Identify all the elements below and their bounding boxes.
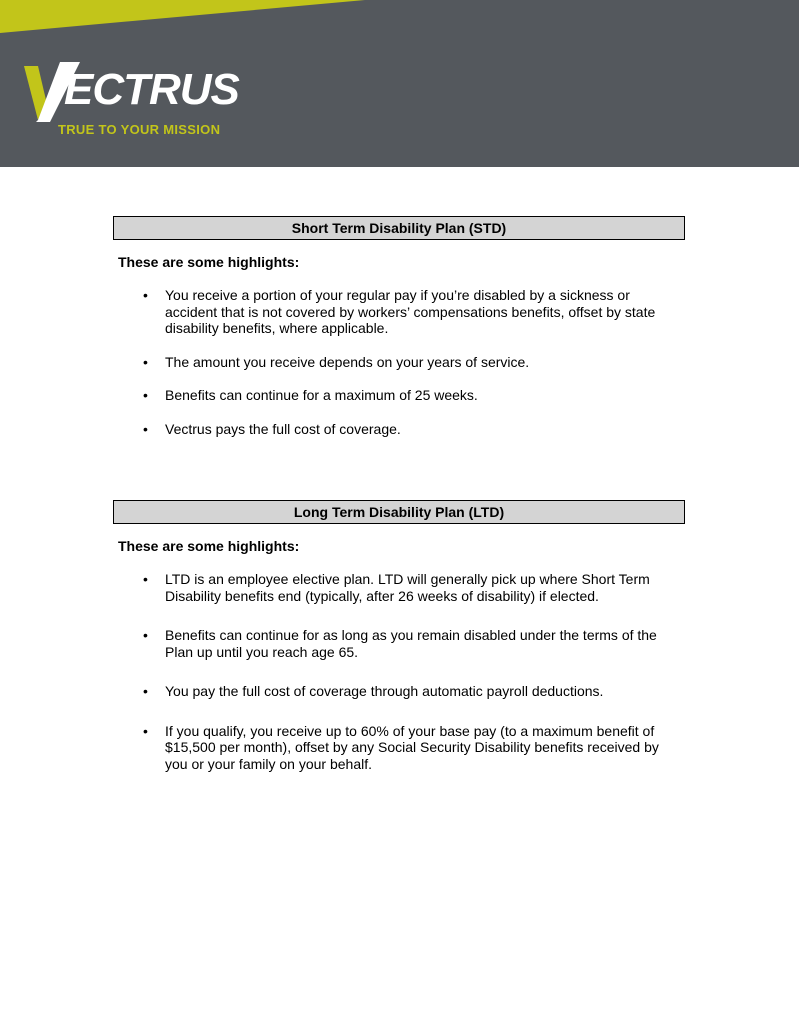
list-item xyxy=(140,683,680,700)
bullet-icon: • xyxy=(143,420,148,437)
page-header xyxy=(0,0,799,167)
std-bullet-list xyxy=(140,287,680,437)
bullet-icon: • xyxy=(143,683,148,699)
bullet-text: LTD is an employee elective plan. LTD will generally pick up where Short Term Disability benefits end (typically, after 26 weeks of disability) if elected. xyxy=(165,571,650,604)
list-item xyxy=(140,421,680,438)
logo-tagline: TRUE TO YOUR MISSION xyxy=(58,122,221,137)
bullet-text: You receive a portion of your regular pay if you’re disabled by a sickness or accident that is not covered by workers’ compensations benefits, offset by state disability benefits, where applicable. xyxy=(165,287,656,336)
bullet-icon: • xyxy=(143,287,148,303)
bullet-text: Benefits can continue for as long as you remain disabled under the terms of the Plan up until you reach age 65. xyxy=(165,627,657,660)
list-item xyxy=(140,723,680,773)
vectrus-logo xyxy=(24,62,254,142)
ltd-intro: These are some highlights: xyxy=(118,538,300,554)
bullet-icon: • xyxy=(143,571,148,587)
bullet-icon: • xyxy=(143,387,148,403)
list-item xyxy=(140,571,680,604)
std-section-title: Short Term Disability Plan (STD) xyxy=(113,216,685,240)
list-item xyxy=(140,387,680,404)
bullet-text: The amount you receive depends on your years of service. xyxy=(165,353,530,370)
bullet-icon: • xyxy=(143,627,148,643)
bullet-icon: • xyxy=(143,353,148,370)
bullet-text: Vectrus pays the full cost of coverage. xyxy=(165,420,401,437)
bullet-icon: • xyxy=(143,722,148,739)
logo-wordmark: ECTRUS xyxy=(64,65,239,114)
std-intro: These are some highlights: xyxy=(118,254,300,270)
bullet-text: You pay the full cost of coverage through automatic payroll deductions. xyxy=(165,683,604,699)
ltd-bullet-list xyxy=(140,571,680,772)
list-item xyxy=(140,287,680,337)
ltd-section-title: Long Term Disability Plan (LTD) xyxy=(113,500,685,524)
bullet-text: Benefits can continue for a maximum of 25 weeks. xyxy=(165,387,478,403)
bullet-text: If you qualify, you receive up to 60% of your base pay (to a maximum benefit of $15,500 per month), offset by any Social Security Disability benefits received by you or your family on your behalf. xyxy=(165,722,659,772)
list-item xyxy=(140,354,680,371)
list-item xyxy=(140,627,680,660)
